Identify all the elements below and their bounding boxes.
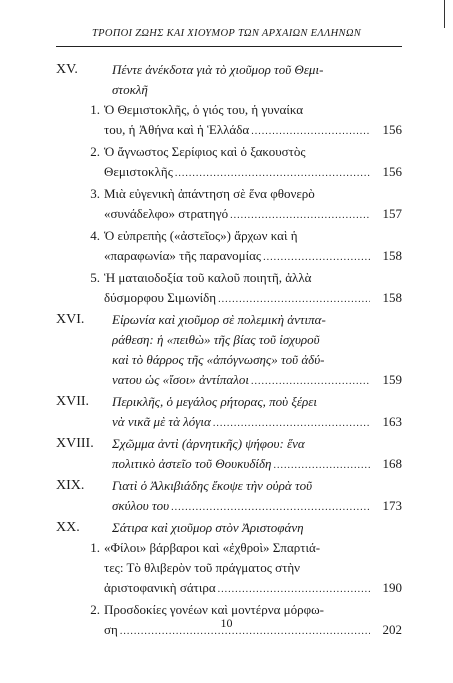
toc-section bbox=[56, 538, 402, 600]
dot-leader bbox=[175, 164, 370, 184]
page-number: 156 bbox=[382, 164, 402, 179]
section-title-line: τες: Τὸ θλιβερὸν τοῦ πράγματος στὴν bbox=[104, 560, 301, 575]
toc-chapter-xvi bbox=[56, 310, 402, 392]
dot-leader bbox=[213, 414, 370, 434]
chapter-title-line: Εἰρωνία καὶ χιοῦμορ σὲ πολεμικὴ ἀντιπα- bbox=[112, 312, 326, 327]
section-number: 5. bbox=[90, 270, 100, 285]
toc-chapter-xx bbox=[56, 518, 402, 538]
toc-chapter-xv bbox=[56, 60, 402, 100]
section-title-line: «Φίλοι» βάρβαροι καὶ «ἐχθροὶ» Σπαρτιά- bbox=[104, 540, 321, 555]
chapter-title-line: Σχῶμμα ἀντὶ (ἀρνητικῆς) ψήφου: ἕνα bbox=[112, 436, 305, 451]
section-title-line: «παραφωνία» τῆς παρανομίας bbox=[104, 248, 262, 263]
toc-leader-row bbox=[112, 496, 402, 518]
toc-leader-row bbox=[104, 288, 402, 310]
dot-leader bbox=[263, 248, 370, 268]
toc-leader-row bbox=[104, 120, 402, 142]
toc-leader-row bbox=[104, 246, 402, 268]
page-number: 158 bbox=[382, 290, 402, 305]
section-number: 1. bbox=[90, 540, 100, 555]
dot-leader bbox=[218, 290, 370, 310]
section-title-line: «συνάδελφο» στρατηγό bbox=[104, 206, 229, 221]
section-title-line: Ὁ Θεμιστοκλῆς, ὁ γιός του, ἡ γυναίκα bbox=[104, 102, 304, 117]
toc-leader-row bbox=[112, 370, 402, 392]
page-number: 156 bbox=[382, 122, 402, 137]
page-number: 159 bbox=[382, 372, 402, 387]
page-number: 190 bbox=[382, 580, 402, 595]
chapter-title-line: καὶ τὸ θάρρος τῆς «ἀπόγνωσης» τοῦ ἀδύ- bbox=[112, 352, 325, 367]
section-title-line: ἀριστοφανικὴ σάτιρα bbox=[104, 580, 216, 595]
page-folio: 10 bbox=[220, 616, 233, 630]
chapter-number: XVII. bbox=[56, 394, 90, 409]
dot-leader bbox=[251, 372, 370, 392]
chapter-title-line: Πέντε ἀνέκδοτα γιὰ τὸ χιοῦμορ τοῦ Θεμι- bbox=[112, 62, 324, 77]
page-number: 157 bbox=[382, 206, 402, 221]
chapter-title-line: Γιατὶ ὁ Ἀλκιβιάδης ἔκοψε τὴν οὐρὰ τοῦ bbox=[112, 478, 313, 493]
section-number: 2. bbox=[90, 602, 100, 617]
toc-leader-row bbox=[112, 454, 402, 476]
chapter-title-line: Σάτιρα καὶ χιοῦμορ στὸν Ἀριστοφάνη bbox=[112, 520, 304, 535]
toc-leader-row bbox=[112, 412, 402, 434]
dot-leader bbox=[251, 122, 370, 142]
section-title-line: Ὁ εὐπρεπὴς («ἀστεῖος») ἄρχων καὶ ἡ bbox=[104, 228, 298, 243]
running-head: ΤΡΟΠΟΙ ΖΩΗΣ ΚΑΙ ΧΙΟΥΜΟΡ ΤΩΝ ΑΡΧΑΙΩΝ ΕΛΛΗΝΩΝ bbox=[91, 28, 362, 39]
chapter-title-line: Περικλῆς, ὁ μεγάλος ρήτορας, ποὺ ξέρει bbox=[112, 394, 318, 409]
page-number: 163 bbox=[382, 414, 402, 429]
section-title-line: Προσδοκίες γονέων καὶ μοντέρνα μόρφω- bbox=[104, 602, 324, 617]
section-title-line: ση bbox=[104, 622, 118, 637]
page-number: 202 bbox=[382, 622, 402, 637]
dot-leader bbox=[273, 456, 370, 476]
table-of-contents bbox=[56, 60, 402, 642]
dot-leader bbox=[171, 498, 370, 518]
section-number: 2. bbox=[90, 144, 100, 159]
toc-leader-row bbox=[104, 578, 402, 600]
toc-chapter-xvii bbox=[56, 392, 402, 434]
chapter-title-line: πολιτικὸ ἀστεῖο τοῦ Θουκυδίδη bbox=[112, 456, 272, 471]
toc-leader-row bbox=[104, 162, 402, 184]
section-title-line: Ὁ ἄγνωστος Σερίφιος καὶ ὁ ξακουστὸς bbox=[104, 144, 306, 159]
chapter-number: XIX. bbox=[56, 478, 85, 493]
chapter-title-line: νατου ὡς «ἴσοι» ἀντίπαλοι bbox=[112, 372, 249, 387]
chapter-title-line: στοκλῆ bbox=[112, 82, 148, 97]
page-number: 168 bbox=[382, 456, 402, 471]
toc-section bbox=[56, 268, 402, 310]
chapter-title-line: ράθεση: ἡ «πειθὼ» τῆς βίας τοῦ ἰσχυροῦ bbox=[112, 332, 320, 347]
toc-section bbox=[56, 142, 402, 184]
page-edge-line bbox=[444, 0, 445, 28]
chapter-number: XVI. bbox=[56, 312, 85, 327]
section-number: 1. bbox=[90, 102, 100, 117]
toc-section bbox=[56, 226, 402, 268]
dot-leader bbox=[230, 206, 370, 226]
page-number: 158 bbox=[382, 248, 402, 263]
dot-leader bbox=[218, 580, 370, 600]
toc-leader-row bbox=[104, 204, 402, 226]
page-number: 173 bbox=[382, 498, 402, 513]
section-number: 3. bbox=[90, 186, 100, 201]
section-title-line: Μιὰ εὐγενικὴ ἀπάντηση σὲ ἕνα φθονερὸ bbox=[104, 186, 315, 201]
toc-section bbox=[56, 100, 402, 142]
chapter-number: XVIII. bbox=[56, 436, 94, 451]
chapter-title-line: σκύλου του bbox=[112, 498, 170, 513]
toc-chapter-xix bbox=[56, 476, 402, 518]
toc-section bbox=[56, 184, 402, 226]
header-rule bbox=[56, 46, 402, 47]
section-title-line: Ἡ ματαιοδοξία τοῦ καλοῦ ποιητῆ, ἀλλὰ bbox=[104, 270, 312, 285]
chapter-number: XX. bbox=[56, 520, 80, 535]
section-title-line: δύσμορφου Σιμωνίδη bbox=[104, 290, 217, 305]
chapter-number: XV. bbox=[56, 62, 78, 77]
section-number: 4. bbox=[90, 228, 100, 243]
chapter-title-line: νὰ νικᾶ μὲ τὰ λόγια bbox=[112, 414, 211, 429]
section-title-line: Θεμιστοκλῆς bbox=[104, 164, 173, 179]
toc-chapter-xviii bbox=[56, 434, 402, 476]
section-title-line: του, ἡ Ἀθήνα καὶ ἡ Ἑλλάδα bbox=[104, 122, 250, 137]
